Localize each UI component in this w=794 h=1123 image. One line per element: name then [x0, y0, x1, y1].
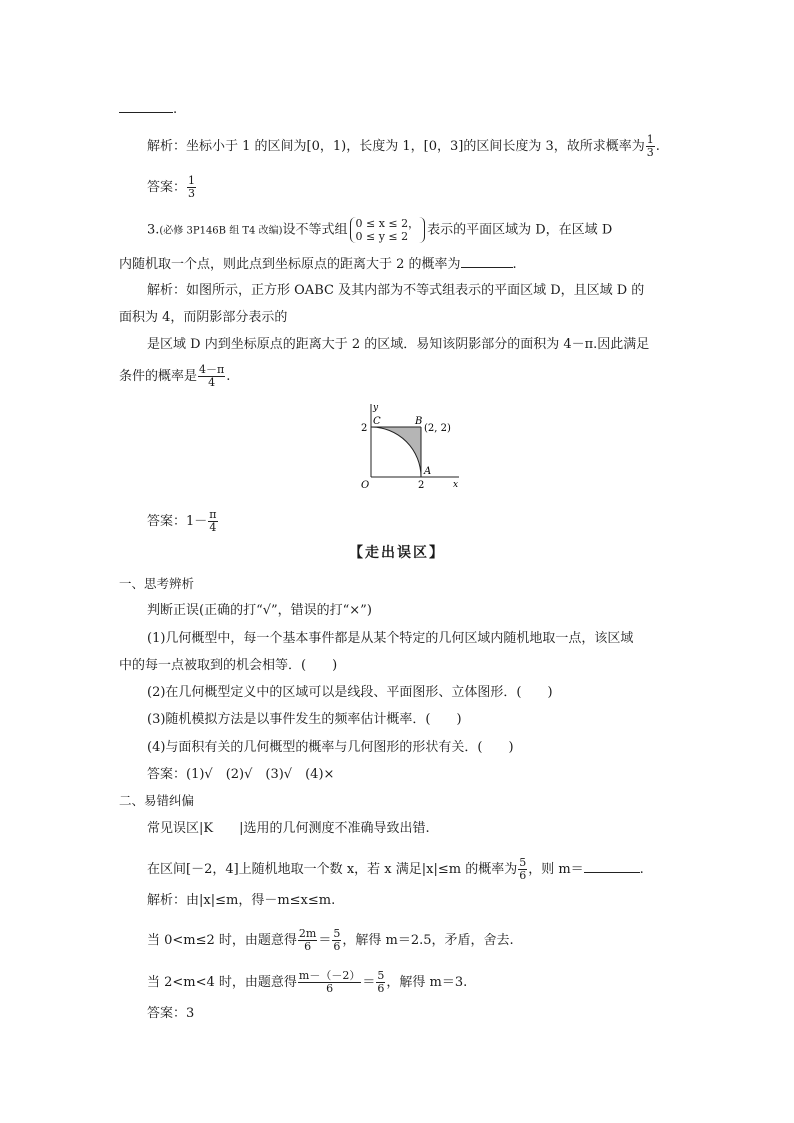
case-1-fraction-right: $\frac{5}{6}$ [333, 927, 341, 953]
section-2-title: 二、易错纠偏 [119, 793, 195, 808]
y-tick-2: 2 [361, 423, 368, 434]
question-1-line-2: 中的每一点被取到的机会相等．( ) [119, 658, 338, 673]
problem-3-line-1: 3.(必修 3P146B 组 T4 改编)设不等式组 0 ≤ x ≤ 2， 0 ≤ y ≤ 2 表示的平面区域为 D，在区域 D [147, 217, 613, 243]
problem-3-line-2: 内随机取一个点，则此点到坐标原点的距离大于 2 的概率为 . [119, 257, 517, 272]
analysis-3-line-3: 是区域 D 内到坐标原点的距离大于 2 的区域．易知该阴影部分的面积为 4－π.因此满足 [147, 337, 650, 352]
question-4: (4)与面积有关的几何概型的概率与几何图形的形状有关．( ) [147, 740, 514, 755]
x-tick-2: 2 [418, 480, 425, 491]
analysis-3-line-1: 解析：如图所示，正方形 OABC 及其内部为不等式组表示的平面区域 D，且区域 D 的 [147, 283, 645, 298]
point-A-label: A [424, 466, 432, 477]
instruction: 判断正误(正确的打“√”，错误的打“×”) [147, 603, 372, 618]
answer-1 [147, 175, 197, 200]
analysis-text: 坐标小于 1 的区间为[0，1)，长度为 1，[0，3]的区间长度为 3，故所求概率为 [186, 139, 645, 154]
period: . [173, 102, 178, 117]
case-2: 当 2<m<4 时，由题意得 $\frac{m-(-2)}{6}$ ＝ $\frac{5}{6}$ ，解得 m＝3. [147, 969, 468, 995]
case-1-fraction-left: $\frac{2m}{6}$ [298, 927, 317, 953]
answer-blank [584, 860, 640, 873]
analysis-4-line-1: 解析：由|x|≤m，得－m≤x≤m. [147, 893, 336, 908]
question-fraction: $\frac{5}{6}$ [519, 856, 527, 882]
x-axis-label: x [453, 480, 459, 490]
previous-question-blank-line [119, 100, 177, 119]
point-B-label: B [415, 416, 423, 427]
question-2: (2)在几何概型定义中的区域可以是线段、平面图形、立体图形．( ) [147, 685, 553, 700]
answer-fraction: $\frac{\pi}{4}$ [209, 508, 217, 534]
fraction-one-third: $\frac{1}{3}$ [646, 133, 654, 159]
inequality-system: 0 ≤ x ≤ 2， 0 ≤ y ≤ 2 [350, 217, 426, 243]
judgement-answers: 答案：(1)√ (2)√ (3)√ (4)× [147, 767, 335, 782]
section-1-title: 一、思考辨析 [119, 576, 195, 591]
probability-fraction: $\frac{4-\pi}{4}$ [199, 363, 225, 389]
answer-3: 答案：1－ $\frac{\pi}{4}$ [147, 508, 217, 534]
question-1-line-1: (1)几何概型中，每一个基本事件都是从某个特定的几何区域内随机地取一点，该区域 [147, 631, 634, 646]
problem-number: 3. [147, 222, 160, 238]
answer-label: 答案： [147, 514, 187, 529]
section-heading: 【走出误区】 [349, 545, 445, 561]
question-3: (3)随机模拟方法是以事件发生的频率估计概率．( ) [147, 712, 462, 727]
case-2-fraction-left: $\frac{m-(-2)}{6}$ [298, 969, 361, 995]
answer-fraction: $\frac{1}{3}$ [188, 174, 196, 200]
analysis-label: 解析： [147, 893, 187, 908]
shaded-region [371, 427, 421, 477]
quarter-circle-figure [355, 400, 465, 492]
answer-blank [461, 255, 513, 268]
analysis-label: 解析： [147, 283, 187, 298]
point-C-label: C [373, 416, 381, 427]
problem-source: (必修 3P146B 组 T4 改编) [159, 225, 283, 237]
analysis-paragraph-1: 解析：坐标小于 1 的区间为[0，1)，长度为 1，[0，3]的区间长度为 3，故所求概率为 $\frac{1}{3}$ . [147, 133, 660, 159]
y-axis-label: y [373, 403, 379, 413]
pitfall-question: 在区间[－2，4]上随机地取一个数 x，若 x 满足|x|≤m 的概率为 $\frac{5}{6}$ ，则 m＝ . [147, 856, 644, 882]
analysis-label: 解析： [147, 139, 187, 154]
pitfall-line: 常见误区|K |选用的几何测度不准确导致出错. [147, 821, 430, 836]
case-2-fraction-right: $\frac{5}{6}$ [377, 969, 385, 995]
analysis-3-line-2: 面积为 4，而阴影部分表示的 [119, 310, 288, 325]
point-B-coordinate: (2, 2) [424, 423, 451, 434]
answer-label: 答案： [147, 180, 187, 195]
answer-4: 答案：3 [147, 1006, 195, 1021]
answer-blank [119, 100, 173, 113]
analysis-3-line-4: 条件的概率是 $\frac{4-\pi}{4}$ . [119, 363, 231, 389]
origin-label: O [361, 480, 370, 491]
case-1: 当 0<m≤2 时，由题意得 $\frac{2m}{6}$ ＝ $\frac{5}{6}$ ，解得 m＝2.5，矛盾，舍去. [147, 927, 514, 953]
